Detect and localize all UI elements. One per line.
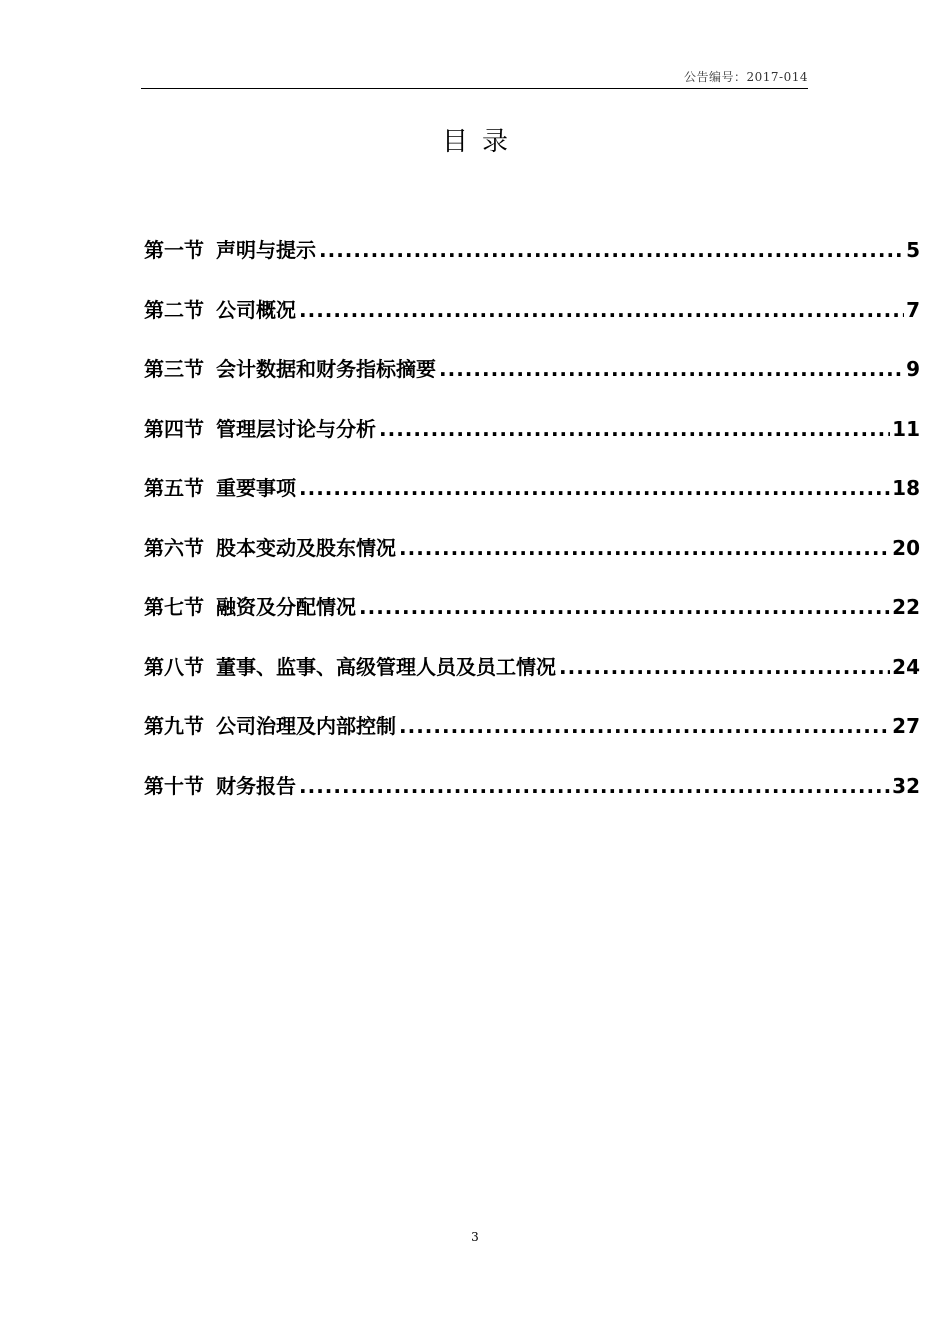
toc-title: 目录 bbox=[441, 127, 522, 157]
toc-leader-dots bbox=[399, 530, 890, 566]
toc-page-number: 27 bbox=[892, 714, 920, 738]
toc-entry[interactable] bbox=[144, 649, 920, 709]
toc-leader-dots bbox=[299, 470, 890, 506]
toc-entry[interactable] bbox=[144, 708, 920, 768]
toc-leader-dots bbox=[299, 768, 890, 804]
toc-heading: 股本变动及股东情况 bbox=[216, 535, 396, 560]
toc-section-number: 第九节 bbox=[144, 714, 204, 738]
announcement-number: 公告编号：2017-014 bbox=[684, 70, 808, 84]
toc-section-number: 第六节 bbox=[144, 535, 204, 560]
page-number: 3 bbox=[471, 1230, 479, 1244]
toc-heading: 财务报告 bbox=[216, 773, 296, 798]
toc-heading: 会计数据和财务指标摘要 bbox=[216, 357, 436, 381]
toc-entry[interactable] bbox=[144, 470, 920, 530]
toc-heading: 融资及分配情况 bbox=[216, 595, 356, 619]
toc-leader-dots bbox=[359, 589, 890, 625]
toc-heading: 管理层讨论与分析 bbox=[216, 416, 376, 441]
toc-section-number: 第三节 bbox=[144, 357, 204, 381]
toc-section-number: 第七节 bbox=[144, 595, 204, 619]
toc-page-number: 5 bbox=[906, 238, 920, 262]
toc-section-number: 第五节 bbox=[144, 476, 204, 500]
toc-page-number: 7 bbox=[906, 297, 920, 322]
header-rule bbox=[141, 88, 808, 89]
table-of-contents bbox=[144, 232, 920, 827]
toc-heading: 重要事项 bbox=[216, 476, 296, 500]
toc-page-number: 9 bbox=[906, 357, 920, 381]
toc-entry[interactable] bbox=[144, 232, 920, 292]
toc-entry[interactable] bbox=[144, 530, 920, 590]
toc-entry[interactable] bbox=[144, 351, 920, 411]
toc-entry[interactable] bbox=[144, 589, 920, 649]
toc-section-number: 第十节 bbox=[144, 773, 204, 798]
toc-section-number: 第四节 bbox=[144, 416, 204, 441]
toc-page-number: 24 bbox=[892, 654, 920, 679]
toc-entry[interactable] bbox=[144, 768, 920, 828]
toc-leader-dots bbox=[379, 411, 890, 447]
toc-entry[interactable] bbox=[144, 292, 920, 352]
toc-heading: 公司概况 bbox=[216, 297, 296, 322]
toc-leader-dots bbox=[399, 708, 890, 744]
toc-page-number: 32 bbox=[892, 773, 920, 798]
toc-leader-dots bbox=[559, 649, 890, 685]
toc-heading: 声明与提示 bbox=[216, 238, 316, 262]
toc-leader-dots bbox=[299, 292, 904, 328]
toc-page-number: 11 bbox=[892, 416, 920, 441]
toc-leader-dots bbox=[319, 232, 904, 268]
toc-section-number: 第一节 bbox=[144, 238, 204, 262]
toc-entry[interactable] bbox=[144, 411, 920, 471]
toc-leader-dots bbox=[439, 351, 904, 387]
toc-section-number: 第二节 bbox=[144, 297, 204, 322]
toc-page-number: 20 bbox=[892, 535, 920, 560]
toc-heading: 董事、监事、高级管理人员及员工情况 bbox=[216, 654, 556, 679]
toc-heading: 公司治理及内部控制 bbox=[216, 714, 396, 738]
toc-section-number: 第八节 bbox=[144, 654, 204, 679]
toc-page-number: 18 bbox=[892, 476, 920, 500]
toc-page-number: 22 bbox=[892, 595, 920, 619]
